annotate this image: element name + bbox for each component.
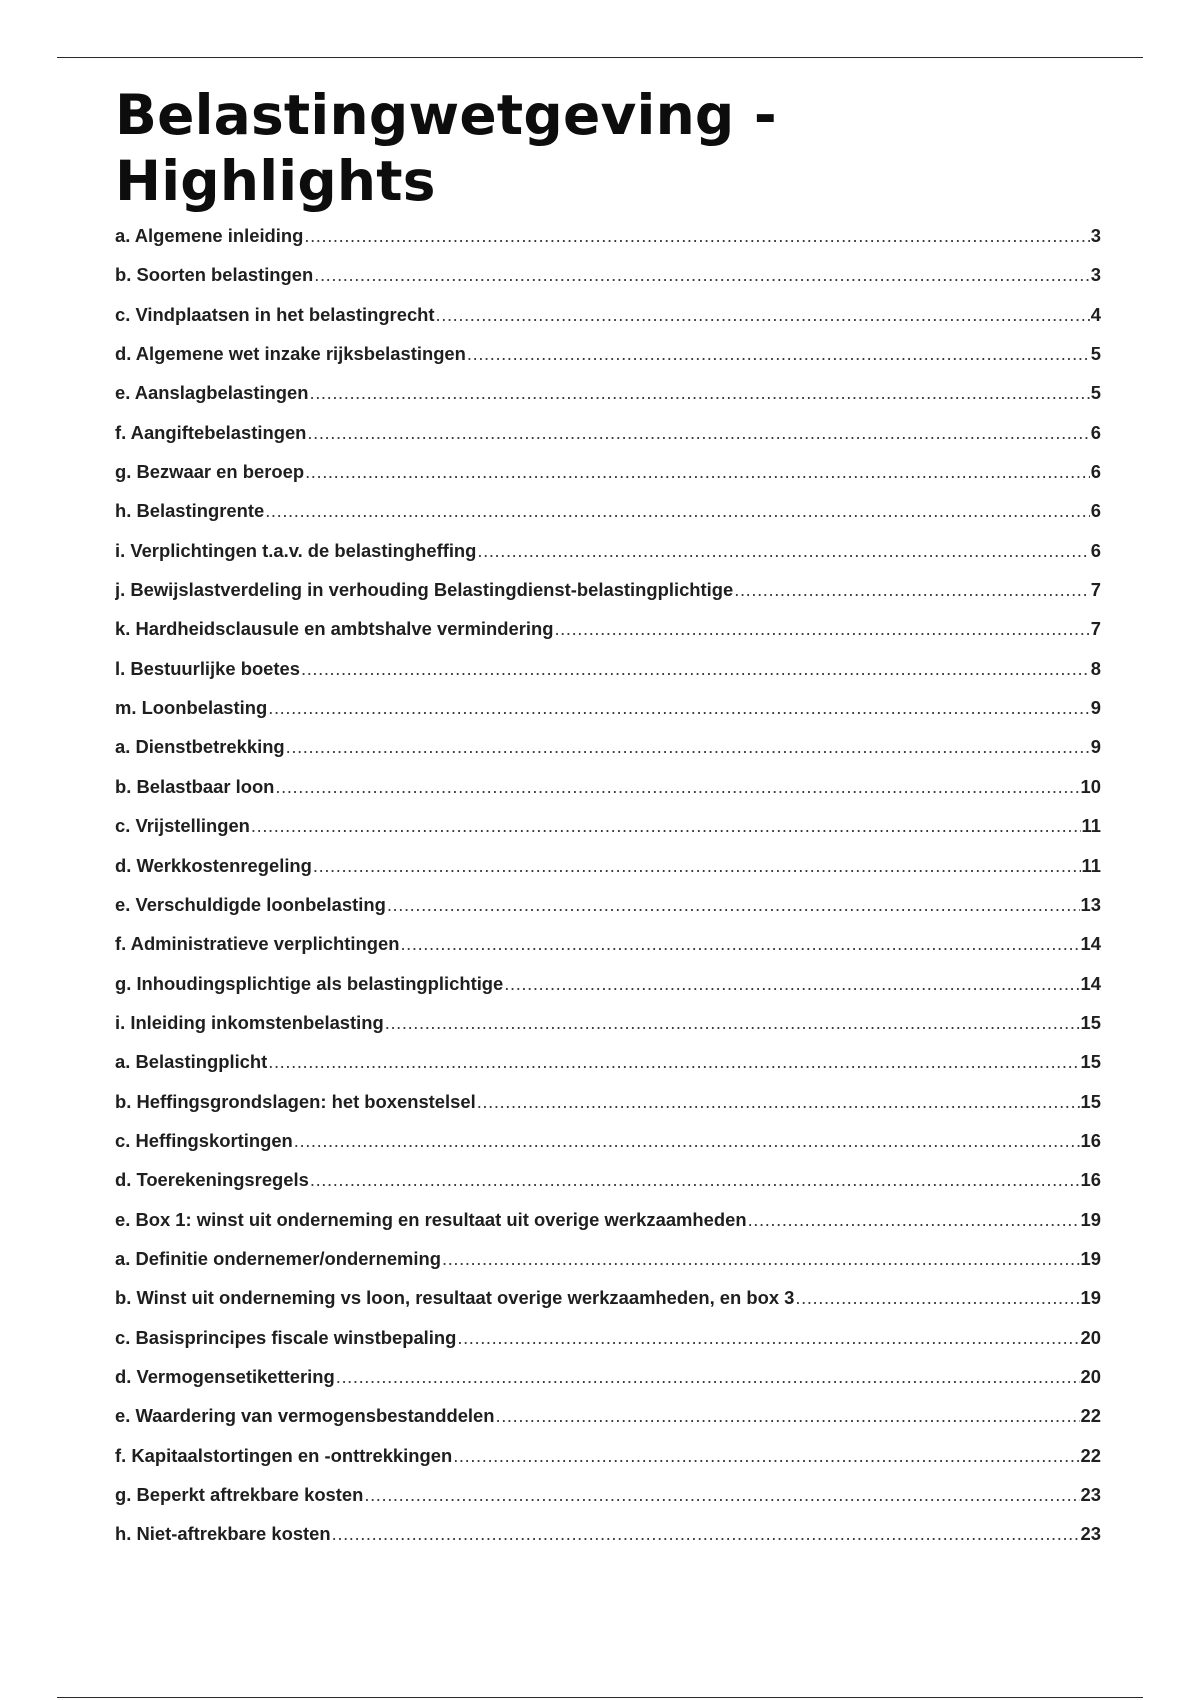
toc-entry-page-number: 6 xyxy=(1090,421,1101,443)
toc-entry-label: g. Bezwaar en beroep xyxy=(115,461,305,483)
toc-dot-leader xyxy=(313,855,1081,877)
toc-entry-label: c. Heffingskortingen xyxy=(115,1129,293,1151)
toc-dot-leader xyxy=(310,1169,1080,1191)
toc-entry[interactable] xyxy=(115,658,1101,697)
toc-entry[interactable] xyxy=(115,1523,1101,1562)
table-of-contents xyxy=(115,225,1101,1563)
toc-entry-page-number: 6 xyxy=(1090,461,1101,483)
toc-entry-page-number: 23 xyxy=(1080,1484,1101,1505)
toc-entry-label: a. Algemene inleiding xyxy=(115,225,304,246)
toc-entry-label: a. Definitie ondernemer/onderneming xyxy=(115,1247,441,1269)
toc-dot-leader xyxy=(310,382,1090,404)
toc-entry-label: j. Bewijslastverdeling in verhouding Belastingdienst-belastingplichtige xyxy=(115,579,734,601)
toc-dot-leader xyxy=(748,1209,1080,1231)
toc-dot-leader xyxy=(453,1445,1079,1467)
toc-entry-label: c. Vrijstellingen xyxy=(115,815,250,837)
toc-entry-page-number: 9 xyxy=(1090,697,1101,719)
toc-entry-page-number: 7 xyxy=(1090,579,1101,601)
toc-entry[interactable] xyxy=(115,894,1101,933)
toc-entry-page-number: 16 xyxy=(1080,1169,1101,1191)
toc-dot-leader xyxy=(301,658,1090,680)
toc-entry-page-number: 14 xyxy=(1080,933,1101,955)
toc-entry-page-number: 15 xyxy=(1080,1051,1101,1073)
toc-dot-leader xyxy=(294,1130,1080,1152)
toc-entry-label: k. Hardheidsclausule en ambtshalve vermindering xyxy=(115,618,554,640)
toc-entry[interactable] xyxy=(115,225,1101,264)
toc-entry[interactable] xyxy=(115,933,1101,972)
toc-entry-label: b. Soorten belastingen xyxy=(115,264,314,286)
toc-entry-label: h. Niet-aftrekbare kosten xyxy=(115,1523,331,1545)
toc-dot-leader xyxy=(332,1523,1080,1545)
toc-entry[interactable] xyxy=(115,382,1101,421)
toc-dot-leader xyxy=(251,815,1081,837)
toc-entry[interactable] xyxy=(115,1327,1101,1366)
toc-dot-leader xyxy=(265,500,1090,522)
toc-entry-page-number: 20 xyxy=(1080,1365,1101,1387)
toc-entry-page-number: 15 xyxy=(1080,1090,1101,1112)
document-title-text: Belastingwetgeving - Highlights xyxy=(115,83,777,213)
toc-entry[interactable] xyxy=(115,579,1101,618)
toc-entry-label: l. Bestuurlijke boetes xyxy=(115,657,300,679)
toc-entry-label: b. Heffingsgrondslagen: het boxenstelsel xyxy=(115,1090,476,1112)
top-rule xyxy=(57,57,1143,58)
toc-entry-page-number: 8 xyxy=(1090,657,1101,679)
toc-entry-label: e. Box 1: winst uit onderneming en resultaat uit overige werkzaamheden xyxy=(115,1208,747,1230)
toc-dot-leader xyxy=(364,1484,1079,1506)
toc-dot-leader xyxy=(467,343,1090,365)
toc-dot-leader xyxy=(734,579,1090,601)
toc-dot-leader xyxy=(305,461,1090,483)
toc-dot-leader xyxy=(436,304,1090,326)
toc-entry-label: e. Waardering van vermogensbestanddelen xyxy=(115,1405,495,1427)
toc-entry-page-number: 5 xyxy=(1090,343,1101,365)
toc-entry[interactable] xyxy=(115,264,1101,303)
toc-entry-label: b. Belastbaar loon xyxy=(115,775,275,797)
toc-entry-page-number: 6 xyxy=(1090,539,1101,561)
toc-entry[interactable] xyxy=(115,736,1101,775)
toc-entry[interactable] xyxy=(115,422,1101,461)
toc-entry-page-number: 6 xyxy=(1090,500,1101,522)
toc-dot-leader xyxy=(477,540,1089,562)
toc-entry-label: c. Vindplaatsen in het belastingrecht xyxy=(115,303,435,325)
toc-entry-page-number: 14 xyxy=(1080,972,1101,994)
toc-entry-page-number: 20 xyxy=(1080,1326,1101,1348)
toc-dot-leader xyxy=(504,973,1079,995)
toc-entry[interactable] xyxy=(115,1248,1101,1287)
toc-entry-page-number: 15 xyxy=(1080,1011,1101,1033)
toc-dot-leader xyxy=(477,1091,1080,1113)
toc-entry[interactable] xyxy=(115,1051,1101,1090)
toc-entry-page-number: 11 xyxy=(1081,815,1101,837)
toc-entry-label: m. Loonbelasting xyxy=(115,697,268,719)
toc-entry[interactable] xyxy=(115,1484,1101,1523)
toc-entry[interactable] xyxy=(115,815,1101,854)
toc-entry-page-number: 4 xyxy=(1090,303,1101,325)
toc-entry[interactable] xyxy=(115,1405,1101,1444)
bottom-rule xyxy=(57,1697,1143,1698)
toc-entry-page-number: 16 xyxy=(1080,1129,1101,1151)
toc-dot-leader xyxy=(314,264,1090,286)
toc-dot-leader xyxy=(268,697,1090,719)
toc-dot-leader xyxy=(554,618,1089,640)
toc-entry-page-number: 22 xyxy=(1080,1444,1101,1466)
toc-entry-label: e. Verschuldigde loonbelasting xyxy=(115,893,386,915)
toc-dot-leader xyxy=(286,736,1090,758)
toc-entry-label: e. Aanslagbelastingen xyxy=(115,382,309,404)
toc-dot-leader xyxy=(336,1366,1080,1388)
toc-entry-page-number: 22 xyxy=(1080,1405,1101,1427)
toc-entry-page-number: 13 xyxy=(1080,893,1101,915)
toc-entry[interactable] xyxy=(115,973,1101,1012)
toc-dot-leader xyxy=(400,933,1079,955)
toc-entry-page-number: 3 xyxy=(1090,264,1101,286)
toc-entry-label: i. Verplichtingen t.a.v. de belastingheffing xyxy=(115,539,477,561)
toc-entry[interactable] xyxy=(115,1169,1101,1208)
toc-entry-label: a. Belastingplicht xyxy=(115,1051,268,1073)
toc-entry[interactable] xyxy=(115,1287,1101,1326)
toc-dot-leader xyxy=(795,1287,1079,1309)
toc-entry[interactable] xyxy=(115,343,1101,382)
toc-entry-label: d. Werkkostenregeling xyxy=(115,854,312,876)
toc-entry-label: g. Inhoudingsplichtige als belastingplichtige xyxy=(115,972,504,994)
toc-entry-page-number: 5 xyxy=(1090,382,1101,404)
toc-entry[interactable] xyxy=(115,855,1101,894)
toc-entry-page-number: 3 xyxy=(1090,225,1101,246)
toc-entry-label: d. Vermogensetikettering xyxy=(115,1365,335,1387)
toc-entry-label: a. Dienstbetrekking xyxy=(115,736,285,758)
toc-entry-label: i. Inleiding inkomstenbelasting xyxy=(115,1011,384,1033)
toc-entry[interactable] xyxy=(115,776,1101,815)
toc-entry[interactable] xyxy=(115,540,1101,579)
toc-entry-label: c. Basisprincipes fiscale winstbepaling xyxy=(115,1326,457,1348)
document-title xyxy=(115,82,777,214)
toc-entry[interactable] xyxy=(115,500,1101,539)
toc-entry-page-number: 19 xyxy=(1080,1208,1101,1230)
toc-entry-page-number: 7 xyxy=(1090,618,1101,640)
toc-entry-label: f. Aangiftebelastingen xyxy=(115,421,307,443)
toc-entry[interactable] xyxy=(115,1012,1101,1051)
toc-entry-page-number: 19 xyxy=(1080,1247,1101,1269)
toc-dot-leader xyxy=(387,894,1080,916)
toc-entry[interactable] xyxy=(115,618,1101,657)
toc-entry-label: b. Winst uit onderneming vs loon, resultaat overige werkzaamheden, en box 3 xyxy=(115,1287,795,1309)
toc-entry-label: d. Algemene wet inzake rijksbelastingen xyxy=(115,343,466,365)
toc-entry-page-number: 10 xyxy=(1080,775,1101,797)
toc-entry[interactable] xyxy=(115,461,1101,500)
toc-entry-label: f. Kapitaalstortingen en -onttrekkingen xyxy=(115,1444,453,1466)
toc-entry-label: g. Beperkt aftrekbare kosten xyxy=(115,1484,364,1505)
toc-entry[interactable] xyxy=(115,304,1101,343)
toc-entry-page-number: 9 xyxy=(1090,736,1101,758)
toc-entry[interactable] xyxy=(115,1209,1101,1248)
toc-dot-leader xyxy=(275,776,1079,798)
toc-entry-label: h. Belastingrente xyxy=(115,500,265,522)
toc-entry-label: d. Toerekeningsregels xyxy=(115,1169,309,1191)
toc-dot-leader xyxy=(268,1051,1079,1073)
toc-dot-leader xyxy=(496,1405,1080,1427)
toc-entry[interactable] xyxy=(115,1445,1101,1484)
toc-entry-page-number: 11 xyxy=(1081,854,1101,876)
toc-entry[interactable] xyxy=(115,1366,1101,1405)
toc-entry[interactable] xyxy=(115,1091,1101,1130)
toc-entry-page-number: 23 xyxy=(1080,1523,1101,1545)
toc-dot-leader xyxy=(457,1327,1079,1349)
toc-dot-leader xyxy=(304,225,1089,247)
toc-dot-leader xyxy=(385,1012,1080,1034)
toc-entry-label: f. Administratieve verplichtingen xyxy=(115,933,400,955)
toc-entry-page-number: 19 xyxy=(1080,1287,1101,1309)
toc-entry[interactable] xyxy=(115,697,1101,736)
toc-dot-leader xyxy=(307,422,1089,444)
toc-entry[interactable] xyxy=(115,1130,1101,1169)
toc-dot-leader xyxy=(442,1248,1080,1270)
